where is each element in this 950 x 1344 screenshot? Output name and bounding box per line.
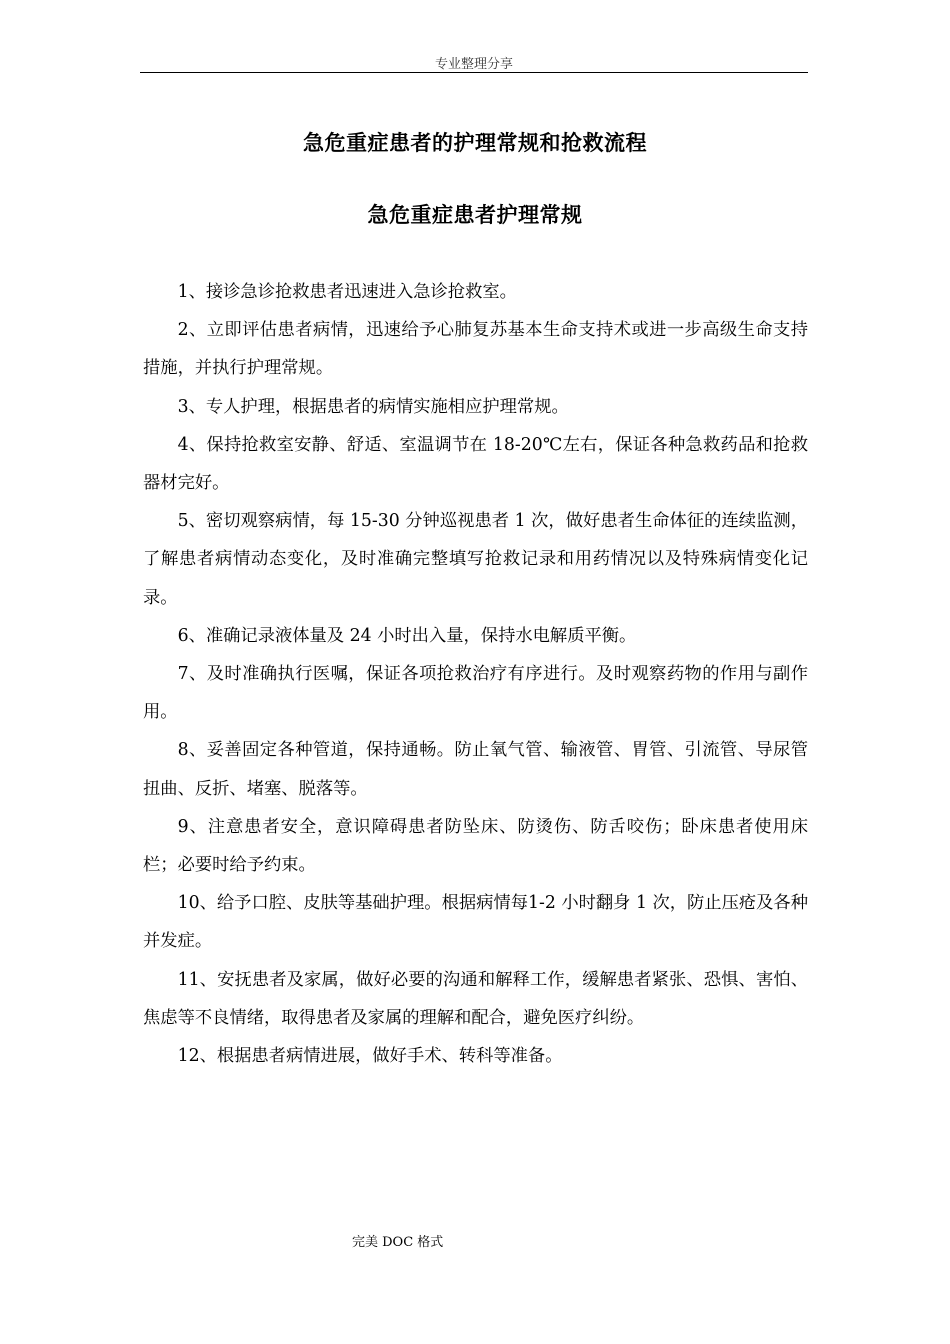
paragraph-7: 7、及时准确执行医嘱，保证各项抢救治疗有序进行。及时观察药物的作用与副作用。 xyxy=(143,664,808,723)
paragraph-9: 9、注意患者安全，意识障碍患者防坠床、防烫伤、防舌咬伤；卧床患者使用床栏；必要时给予约束。 xyxy=(143,816,808,876)
paragraph-2: 2、立即评估患者病情，迅速给予心肺复苏基本生命支持术或进一步高级生命支持措施，并执行护理常规。 xyxy=(143,320,808,379)
paragraph-4: 4、保持抢救室安静、舒适、室温调节在 18-20℃左右，保证各种急救药品和抢救器材完好。 xyxy=(143,434,808,494)
document-title: 急危重症患者的护理常规和抢救流程 xyxy=(303,131,647,155)
paragraph-11: 11、安抚患者及家属，做好必要的沟通和解释工作，缓解患者紧张、恐惧、害怕、焦虑等不良情绪，取得患者及家属的理解和配合，避免医疗纠纷。 xyxy=(143,969,808,1028)
paragraph-12: 12、根据患者病情进展，做好手术、转科等准备。 xyxy=(177,1046,563,1067)
section-title: 急危重症患者护理常规 xyxy=(367,203,583,227)
header-divider xyxy=(140,72,808,73)
page-footer: 完美 DOC 格式 xyxy=(352,1235,444,1250)
document-body xyxy=(143,273,808,1075)
paragraph-8: 8、妥善固定各种管道，保持通畅。防止氧气管、输液管、胃管、引流管、导尿管扭曲、反折、堵塞、脱落等。 xyxy=(143,740,808,799)
paragraph-3: 3、专人护理，根据患者的病情实施相应护理常规。 xyxy=(177,396,569,417)
paragraph-6: 6、准确记录液体量及 24 小时出入量，保持水电解质平衡。 xyxy=(177,625,637,646)
paragraph-10: 10、给予口腔、皮肤等基础护理。根据病情每1-2 小时翻身 1 次，防止压疮及各种并发症。 xyxy=(143,893,808,952)
paragraph-1: 1、接诊急诊抢救患者迅速进入急诊抢救室。 xyxy=(177,282,517,302)
page-header: 专业整理分享 xyxy=(434,57,513,72)
paragraph-5: 5、密切观察病情，每 15-30 分钟巡视患者 1 次，做好患者生命体征的连续监测，了解患者病情动态变化，及时准确完整填写抢救记录和用药情况以及特殊病情变化记录。 xyxy=(143,511,808,608)
